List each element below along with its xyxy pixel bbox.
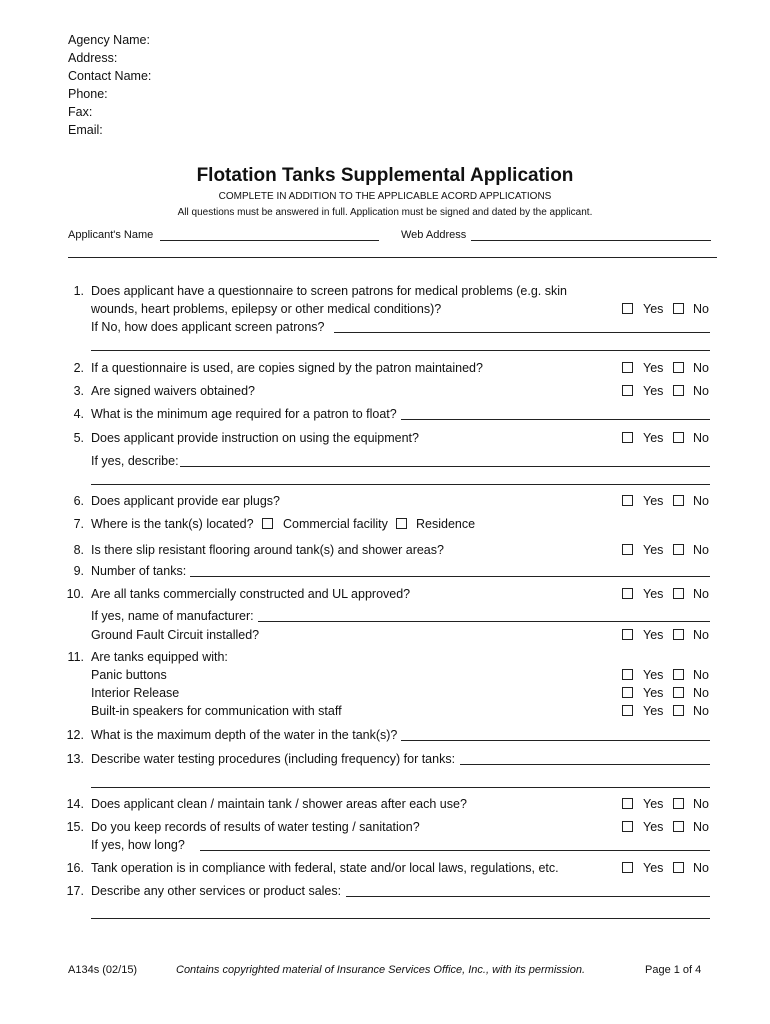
q17-text: Describe any other services or product sales:: [91, 884, 342, 898]
q9-text: Number of tanks:: [91, 564, 187, 578]
q15-yes-label: Yes: [643, 820, 664, 834]
q17-other-services-line2[interactable]: [91, 918, 710, 919]
q3-no-checkbox[interactable]: [673, 385, 684, 396]
q16-yes-checkbox[interactable]: [622, 862, 633, 873]
q1-screen-method-line2[interactable]: [91, 350, 710, 351]
q7-number: 7.: [73, 517, 84, 531]
q5-yes-checkbox[interactable]: [622, 432, 633, 443]
applicant-name-label: Applicant's Name: [68, 229, 154, 241]
q17-other-services-field[interactable]: [346, 896, 710, 897]
q2-yes-label: Yes: [643, 361, 664, 375]
q17-number: 17.: [66, 884, 84, 898]
q2-number: 2.: [73, 361, 84, 375]
q14-no-label: No: [693, 797, 709, 811]
web-address-field[interactable]: [471, 240, 711, 241]
q5-no-checkbox[interactable]: [673, 432, 684, 443]
q15-number: 15.: [66, 820, 84, 834]
applicant-name-field[interactable]: [160, 240, 379, 241]
q6-text: Does applicant provide ear plugs?: [91, 494, 281, 508]
q1-yes-checkbox[interactable]: [622, 303, 633, 314]
q5-yes-label: Yes: [643, 431, 664, 445]
q15-no-checkbox[interactable]: [673, 821, 684, 832]
q10-manufacturer-field[interactable]: [258, 621, 710, 622]
q7-commercial-checkbox[interactable]: [262, 518, 273, 529]
q10-gfci-yes-checkbox[interactable]: [622, 629, 633, 640]
q16-no-checkbox[interactable]: [673, 862, 684, 873]
q11-panic-no-label: No: [693, 668, 709, 682]
q13-text: Describe water testing procedures (including frequency) for tanks:: [91, 752, 456, 766]
q8-no-label: No: [693, 543, 709, 557]
q7-text: Where is the tank(s) located?: [91, 517, 254, 531]
q5-describe-line2[interactable]: [91, 484, 710, 485]
q11-release-yes-label: Yes: [643, 686, 664, 700]
q13-water-testing-line2[interactable]: [91, 787, 710, 788]
q11-panic-no-checkbox[interactable]: [673, 669, 684, 680]
q10-gfci-no-label: No: [693, 628, 709, 642]
q15-no-label: No: [693, 820, 709, 834]
applicant-info-extra-line[interactable]: [68, 257, 717, 258]
q7-residence-label: Residence: [416, 517, 476, 531]
email-label: Email:: [68, 123, 103, 137]
q10-yes-label: Yes: [643, 587, 664, 601]
q1-number: 1.: [73, 284, 84, 298]
agency-name-label: Agency Name:: [68, 33, 150, 47]
q14-yes-checkbox[interactable]: [622, 798, 633, 809]
q7-commercial-label: Commercial facility: [283, 517, 388, 531]
q10-gfci-label: Ground Fault Circuit installed?: [91, 628, 260, 642]
q5-number: 5.: [73, 431, 84, 445]
q10-manufacturer-label: If yes, name of manufacturer:: [91, 609, 254, 623]
q1-text-line3: If No, how does applicant screen patrons?: [91, 320, 325, 334]
q1-text-line2: wounds, heart problems, epilepsy or other medical conditions)?: [91, 302, 442, 316]
q10-gfci-no-checkbox[interactable]: [673, 629, 684, 640]
q3-yes-checkbox[interactable]: [622, 385, 633, 396]
q10-yes-checkbox[interactable]: [622, 588, 633, 599]
q3-text: Are signed waivers obtained?: [91, 384, 255, 398]
q6-number: 6.: [73, 494, 84, 508]
q16-number: 16.: [66, 861, 84, 875]
q11-panic-yes-label: Yes: [643, 668, 664, 682]
q1-yes-label: Yes: [643, 302, 664, 316]
q11-release-no-label: No: [693, 686, 709, 700]
page-title: Flotation Tanks Supplemental Application: [196, 165, 574, 186]
q2-no-checkbox[interactable]: [673, 362, 684, 373]
q15-how-long-field[interactable]: [200, 850, 710, 851]
q11-item-speakers: Built-in speakers for communication with staff: [91, 704, 342, 718]
q4-text: What is the minimum age required for a patron to float?: [91, 407, 397, 421]
q3-no-label: No: [693, 384, 709, 398]
q11-item-interior-release: Interior Release: [91, 686, 180, 700]
q12-text: What is the maximum depth of the water in the tank(s)?: [91, 728, 398, 742]
q8-yes-checkbox[interactable]: [622, 544, 633, 555]
q4-number: 4.: [73, 407, 84, 421]
q13-water-testing-field[interactable]: [460, 764, 710, 765]
q1-no-checkbox[interactable]: [673, 303, 684, 314]
q14-number: 14.: [66, 797, 84, 811]
q1-screen-method-field[interactable]: [334, 332, 710, 333]
q6-no-checkbox[interactable]: [673, 495, 684, 506]
q10-text: Are all tanks commercially constructed and UL approved?: [91, 587, 411, 601]
q9-number-of-tanks-field[interactable]: [190, 576, 710, 577]
q8-yes-label: Yes: [643, 543, 664, 557]
q2-no-label: No: [693, 361, 709, 375]
q1-no-label: No: [693, 302, 709, 316]
q11-speakers-no-label: No: [693, 704, 709, 718]
q15-how-long-label: If yes, how long?: [91, 838, 185, 852]
q2-yes-checkbox[interactable]: [622, 362, 633, 373]
q11-release-yes-checkbox[interactable]: [622, 687, 633, 698]
q14-yes-label: Yes: [643, 797, 664, 811]
q5-sub-label: If yes, describe:: [91, 454, 179, 468]
form-id: A134s (02/15): [68, 964, 138, 976]
copyright-notice: Contains copyrighted material of Insurance Services Office, Inc., with its permission.: [176, 964, 586, 976]
q2-text: If a questionnaire is used, are copies signed by the patron maintained?: [91, 361, 483, 375]
q12-max-depth-field[interactable]: [401, 740, 710, 741]
q9-number: 9.: [73, 564, 84, 578]
contact-name-label: Contact Name:: [68, 69, 152, 83]
q16-no-label: No: [693, 861, 709, 875]
q5-text: Does applicant provide instruction on using the equipment?: [91, 431, 419, 445]
q12-number: 12.: [66, 728, 84, 742]
q8-no-checkbox[interactable]: [673, 544, 684, 555]
q15-text: Do you keep records of results of water testing / sanitation?: [91, 820, 420, 834]
q11-item-panic-buttons: Panic buttons: [91, 668, 167, 682]
q11-number: 11.: [67, 650, 84, 664]
q11-speakers-yes-checkbox[interactable]: [622, 705, 633, 716]
q11-panic-yes-checkbox[interactable]: [622, 669, 633, 680]
q10-no-checkbox[interactable]: [673, 588, 684, 599]
q7-residence-checkbox[interactable]: [396, 518, 407, 529]
q16-text: Tank operation is in compliance with federal, state and/or local laws, regulations, etc.: [91, 861, 559, 875]
q8-text: Is there slip resistant flooring around tank(s) and shower areas?: [91, 543, 444, 557]
q11-text: Are tanks equipped with:: [91, 650, 228, 664]
web-address-label: Web Address: [401, 229, 467, 241]
q4-min-age-field[interactable]: [401, 419, 710, 420]
q11-release-no-checkbox[interactable]: [673, 687, 684, 698]
q1-text-line1: Does applicant have a questionnaire to screen patrons for medical problems (e.g. skin: [91, 284, 567, 298]
fax-label: Fax:: [68, 105, 93, 119]
q5-describe-field[interactable]: [180, 466, 710, 467]
q15-yes-checkbox[interactable]: [622, 821, 633, 832]
q16-yes-label: Yes: [643, 861, 664, 875]
q6-no-label: No: [693, 494, 709, 508]
q11-speakers-yes-label: Yes: [643, 704, 664, 718]
subtitle: COMPLETE IN ADDITION TO THE APPLICABLE ACORD APPLICATIONS: [218, 191, 552, 202]
q10-gfci-yes-label: Yes: [643, 628, 664, 642]
q10-number: 10.: [66, 587, 84, 601]
phone-label: Phone:: [68, 87, 108, 101]
q11-speakers-no-checkbox[interactable]: [673, 705, 684, 716]
q10-no-label: No: [693, 587, 709, 601]
q5-no-label: No: [693, 431, 709, 445]
q14-text: Does applicant clean / maintain tank / shower areas after each use?: [91, 797, 467, 811]
q3-yes-label: Yes: [643, 384, 664, 398]
instructions: All questions must be answered in full. Application must be signed and dated by the applicant.: [177, 207, 593, 218]
address-label: Address:: [68, 51, 118, 65]
q8-number: 8.: [73, 543, 84, 557]
q6-yes-label: Yes: [643, 494, 664, 508]
q3-number: 3.: [73, 384, 84, 398]
q14-no-checkbox[interactable]: [673, 798, 684, 809]
q13-number: 13.: [66, 752, 84, 766]
q6-yes-checkbox[interactable]: [622, 495, 633, 506]
page-number: Page 1 of 4: [645, 964, 702, 976]
